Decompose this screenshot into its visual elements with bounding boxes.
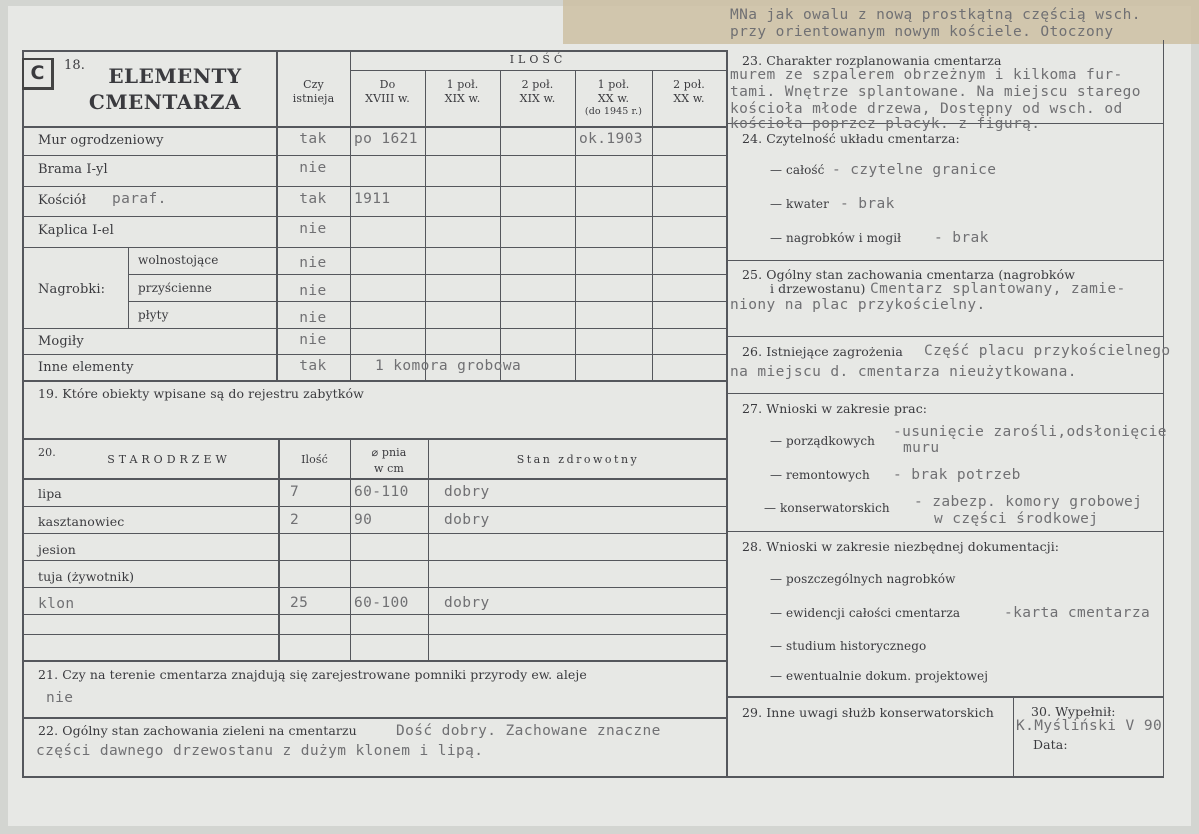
q27-answer-conservation-line2: w części środkowej xyxy=(934,511,1099,527)
q23-text-line6: kościoła poprzez placyk. z figurą. xyxy=(730,116,1041,132)
q23-text-line2: przy orientowanym nowym kościele. Otoczony xyxy=(730,24,1114,40)
element-label-5: Mogiły xyxy=(38,334,84,349)
section-number: 18. xyxy=(64,58,85,73)
q28-item-registry: — ewidencji całości cmentarza xyxy=(770,606,961,620)
q28-answer-registry: -karta cmentarza xyxy=(1004,605,1151,621)
col-exists-2: istnieja xyxy=(292,92,335,105)
period-2-line2: XIX w. xyxy=(519,92,556,105)
element-c4-0: ok.1903 xyxy=(579,131,643,147)
q25-label-line2: i drzewostanu) xyxy=(770,281,866,296)
tree-count-4: 25 xyxy=(290,595,309,611)
q28-item-project: — ewentualnie dokum. projektowej xyxy=(770,669,989,683)
q25-answer-line1: Cmentarz splantowany, zamie- xyxy=(870,281,1126,297)
q22-label: 22. Ogólny stan zachowania zieleni na cmentarzu xyxy=(38,723,357,738)
q27-answer-repair: - brak potrzeb xyxy=(893,467,1021,483)
title-line2: CMENTARZA xyxy=(88,90,242,114)
element-label-2: Kościół xyxy=(38,193,87,208)
q24-answer-quarters: - brak xyxy=(840,196,895,212)
element-exists-3: nie xyxy=(299,221,327,237)
nagrobki-sub-2: płyty xyxy=(138,308,169,322)
q24-answer-whole: - czytelne granice xyxy=(832,162,997,178)
title-line1: ELEMENTY xyxy=(108,64,242,88)
period-0-line1: Do xyxy=(379,78,396,91)
q20-col-count: Ilość xyxy=(301,453,328,466)
q20-col-health: Stan zdrowotny xyxy=(516,453,640,466)
q21-answer: nie xyxy=(46,690,74,706)
q27-item-conservation: — konserwatorskich xyxy=(764,501,890,515)
period-4-line1: 2 poł. xyxy=(673,78,705,91)
period-1-line2: XIX w. xyxy=(444,92,481,105)
element-exists-5: nie xyxy=(299,332,327,348)
tree-count-1: 2 xyxy=(290,512,300,528)
q28-label: 28. Wnioski w zakresie niezbędnej dokumentacji: xyxy=(742,539,1060,554)
q30-label: 30. Wypełnił: xyxy=(1031,704,1116,719)
element-note-6: 1 komora grobowa xyxy=(375,358,522,374)
nagrobki-sub-1: przyścienne xyxy=(138,281,212,295)
q23-text-line1: MNa jak owalu z nową prostkątną częścią wsch. xyxy=(730,7,1141,23)
q23-text-line4: tami. Wnętrze splantowane. Na miejscu starego xyxy=(730,84,1141,100)
tree-count-0: 7 xyxy=(290,484,300,500)
q26-label: 26. Istniejące zagrożenia xyxy=(742,344,903,359)
q23-text-line5: kościoła młode drzewa, Dostępny od wsch. od xyxy=(730,101,1123,117)
q25-answer-line2: niony na plac przykościelny. xyxy=(730,297,986,313)
q29-label: 29. Inne uwagi służb konserwatorskich xyxy=(742,705,994,720)
card-letter-box: C xyxy=(22,58,54,90)
period-3-line1: 1 poł. xyxy=(597,78,630,91)
q30-date-label: Data: xyxy=(1033,737,1068,752)
q24-item-graves: — nagrobków i mogił xyxy=(770,231,902,245)
col-quantity: ILOŚĆ xyxy=(509,53,567,66)
q20-col-diam-2: w cm xyxy=(374,462,404,475)
tree-species-2: jesion xyxy=(38,542,76,557)
element-label-0: Mur ogrodzeniowy xyxy=(38,133,164,148)
q28-item-history: — studium historycznego xyxy=(770,639,927,653)
col-exists-1: Czy xyxy=(303,78,324,91)
q20-number: 20. xyxy=(38,446,56,459)
nagrobki-exists-1: nie xyxy=(299,283,327,299)
tree-diam-0: 60-110 xyxy=(354,484,409,500)
element-label-1: Brama I-yl xyxy=(38,162,108,177)
period-1-line1: 1 poł. xyxy=(446,78,479,91)
q27-item-order: — porządkowych xyxy=(770,434,876,448)
period-3-line3: (do 1945 r.) xyxy=(584,106,643,117)
element-label-3: Kaplica I-el xyxy=(38,223,114,238)
period-3-line2: XX w. xyxy=(597,92,630,105)
q28-item-graves: — poszczególnych nagrobków xyxy=(770,572,956,586)
element-label-6: Inne elementy xyxy=(38,360,134,375)
tree-species-3: tuja (żywotnik) xyxy=(38,569,135,584)
period-2-line1: 2 poł. xyxy=(521,78,554,91)
tree-species-0: lipa xyxy=(38,486,62,501)
q25-label-line1: 25. Ogólny stan zachowania cmentarza (nagrobków xyxy=(742,267,1076,282)
q26-answer-line1: Część placu przykościelnego xyxy=(924,343,1171,359)
q24-answer-graves: - brak xyxy=(934,230,989,246)
q19-label: 19. Które obiekty wpisane są do rejestru zabytków xyxy=(38,386,364,401)
tree-species-1: kasztanowiec xyxy=(38,514,125,529)
q27-answer-order-line1: -usunięcie zarośli,odsłonięcie xyxy=(893,424,1167,440)
q27-answer-conservation-line1: - zabezp. komory grobowej xyxy=(914,494,1143,510)
q20-col-species: STARODRZEW xyxy=(107,453,231,466)
q22-answer-line1: Dość dobry. Zachowane znaczne xyxy=(396,723,661,739)
q24-item-quarters: — kwater xyxy=(770,197,829,211)
nagrobki-exists-0: nie xyxy=(299,255,327,271)
element-c1-2: 1911 xyxy=(354,191,391,207)
tree-health-4: dobry xyxy=(444,595,490,611)
q24-label: 24. Czytelność układu cmentarza: xyxy=(742,131,960,146)
q26-answer-line2: na miejscu d. cmentarza nieużytkowana. xyxy=(730,364,1077,380)
q27-item-repair: — remontowych xyxy=(770,468,870,482)
nagrobki-sub-0: wolnostojące xyxy=(138,253,219,267)
nagrobki-exists-2: nie xyxy=(299,310,327,326)
period-0-line2: XVIII w. xyxy=(365,92,410,105)
tree-health-0: dobry xyxy=(444,484,490,500)
tree-diam-4: 60-100 xyxy=(354,595,409,611)
q21-label: 21. Czy na terenie cmentarza znajdują się zarejestrowane pomniki przyrody ew. aleje xyxy=(38,667,587,682)
element-exists-0: tak xyxy=(299,131,327,147)
element-c1-0: po 1621 xyxy=(354,131,418,147)
q30-filled-by: K.Myśliński V 90 xyxy=(1016,718,1163,734)
q27-label: 27. Wnioski w zakresie prac: xyxy=(742,401,928,416)
element-exists-6: tak xyxy=(299,358,327,374)
period-4-line2: XX w. xyxy=(673,92,705,105)
q23-label: 23. Charakter rozplanowania cmentarza xyxy=(742,53,1002,68)
tree-diam-1: 90 xyxy=(354,512,373,528)
q22-answer-line2: części dawnego drzewostanu z dużym klonem i lipą. xyxy=(36,743,484,759)
q27-answer-order-line2: muru xyxy=(903,440,940,456)
element-exists-2: tak xyxy=(299,191,327,207)
q23-text-line3: murem ze szpalerem obrzeżnym i kilkoma fur- xyxy=(730,67,1123,83)
element-label-4: Nagrobki: xyxy=(38,282,106,297)
q20-col-diam-1: ⌀ pnia xyxy=(371,446,407,459)
element-exists-1: nie xyxy=(299,160,327,176)
tree-health-1: dobry xyxy=(444,512,490,528)
element-extra-2: paraf. xyxy=(112,191,167,207)
tree-species-4: klon xyxy=(38,596,75,612)
q24-item-whole: — całość xyxy=(770,163,825,177)
